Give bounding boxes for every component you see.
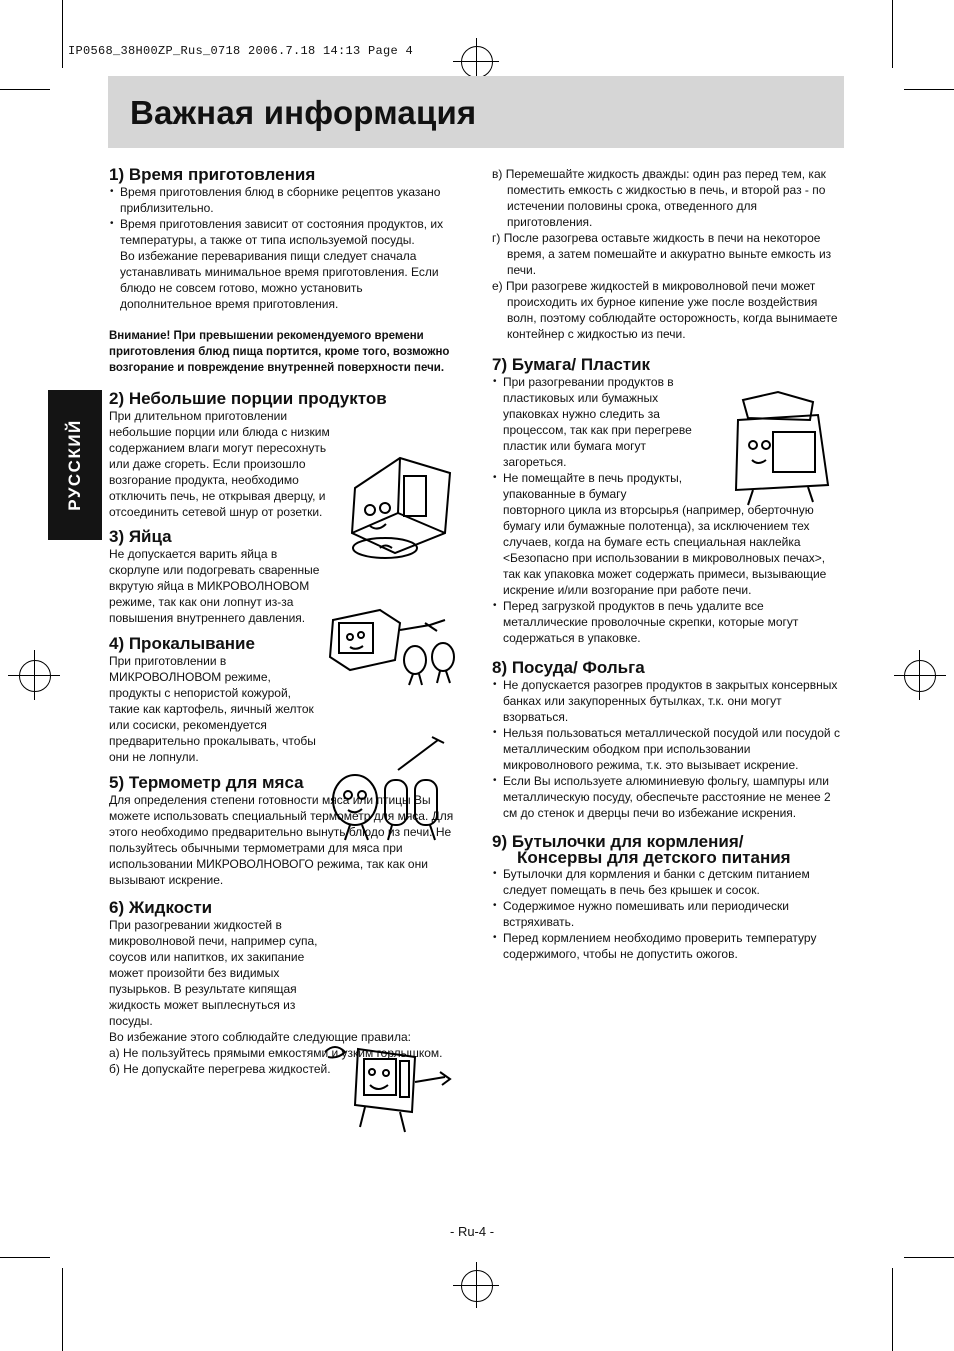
bullet-item: • Не допускается разогрев продуктов в закрытых консервных банках или закупоренных бутылках, т.к. они могут взорваться.: [492, 677, 842, 725]
bullet-item: • Перед кормлением необходимо проверить температуру содержимого, чтобы не допустить ожогов.: [492, 930, 842, 962]
crop-mark: [0, 89, 50, 90]
crop-mark: [892, 0, 893, 68]
bullet-text: повторного цикла из вторсырья (например, оберточную бумагу или бумажные полотенца), за исключением тех случаев, когда на бумаге есть специальная наклейка <Безопасно при использовании в микроволновых печах>, так как упаковка может содержать примеси, вызывающие искрение и/или возгорание при работе печи.: [503, 503, 827, 597]
section-heading: 1) Время приготовления: [109, 165, 316, 184]
list-item: е) При разогреве жидкостей в микроволновой печи может происходить их бурное кипение уже после воздействия волн, поэтому соблюдайте осторожность, когда вынимаете контейнер с жидкостью из печи.: [492, 279, 838, 341]
section-heading: 4) Прокалывание: [109, 634, 255, 653]
crop-mark: [62, 1268, 63, 1351]
page-number: - Ru-4 -: [450, 1224, 495, 1239]
list-item: б) Не допускайте перегрева жидкостей.: [109, 1062, 331, 1076]
warning-text: Внимание! При превышении рекомендуемого времени приготовления блюд пища портится, кроме того, возможно возгорание и повреждение внутренней поверхности печи.: [109, 330, 450, 374]
list-item: а) Не пользуйтесь прямыми емкостями и узким горлышком.: [109, 1046, 443, 1060]
section-heading: 8) Посуда/ Фольга: [492, 658, 645, 677]
right-column: [492, 166, 842, 962]
section-heading: 5) Термометр для мяса: [109, 773, 304, 792]
page-title: Важная информация: [130, 94, 477, 131]
paper-bag-microwave-illustration: [718, 390, 846, 510]
pierced-foods-illustration: [320, 735, 465, 845]
microwave-and-eggs-illustration: [325, 605, 465, 690]
paragraph: Не допускается варить яйца в скорлупе или подогревать сваренные вкрутую яйца в МИКРОВОЛНОВОМ режиме, так как они лопнут из-за повышения внутреннего давления.: [109, 547, 320, 625]
paragraph: При разогревании жидкостей в микроволновой печи, например супа, соусов или напитков, их закипание может произойти без видимых пузырьков. В результате кипящая жидкость может выплеснуться из посуды.: [109, 918, 318, 1028]
bullet-item: • Бутылочки для кормления и банки с детским питанием следует помещать в печь без крышек и сосок.: [492, 866, 842, 898]
bullet-item: • Нельзя пользоваться металлической посудой или посудой с металлическим ободком при использовании микроволнового режима, т.к. это вызывает искрение.: [492, 725, 842, 773]
crop-mark: [904, 1257, 954, 1258]
section-heading: 7) Бумага/ Пластик: [492, 355, 651, 374]
paragraph: Для определения степени готовности мяса или птицы Вы можете использовать специальный термометр для мяса. Для этого необходимо предварительно вынуть блюдо из печи. Не пользуйтесь обычными термометрами для мяса при использовании МИКРОВОЛНОВОГО режима, так как они вызывают искрение.: [109, 793, 454, 887]
bullet-item: • Время приготовления блюд в сборнике рецептов указано приблизительно.: [109, 184, 454, 216]
crop-mark: [904, 89, 954, 90]
paragraph: Во избежание переваривания пищи следует сначала устанавливать минимальное время приготовления. Если блюдо не совсем готово, можно установить дополнительное время приготовления.: [120, 249, 439, 311]
heading-line: 9) Бутылочки для кормления/: [492, 832, 744, 851]
list-item: в) Перемешайте жидкость дважды: один раз перед тем, как поместить емкость с жидкостью в печь, и второй раз - по истечении половины срока, отведенного для приготовления.: [492, 167, 826, 229]
crop-mark: [0, 1257, 50, 1258]
section-heading: 2) Небольшие порции продуктов: [109, 389, 387, 408]
bullet-item: • При разогревании продуктов в пластиковых или бумажных упаковках нужно следить за процессом, так как при перегреве пластик или бумага могут загореться.: [492, 374, 708, 470]
crop-mark: [62, 0, 63, 68]
paragraph: При длительном приготовлении небольшие порции или блюда с низким содержанием влаги могут пересохнуть или даже сгореть. Если произошло возгорание продукта, необходимо отключить печь, не открывая дверцу, и отсоединить сетевой шнур от розетки.: [109, 409, 330, 519]
microwave-with-plate-illustration: [340, 448, 460, 568]
paragraph: При приготовлении в МИКРОВОЛНОВОМ режиме, продукты с непористой кожурой, такие как картофель, яичный желток или сосиски, рекомендуется предварительно прокалывать, чтобы они не лопнули.: [109, 654, 316, 764]
crop-mark: [892, 1268, 893, 1351]
boiling-microwave-illustration: [320, 1037, 460, 1137]
print-header: IP0568_38H00ZP_Rus_0718 2006.7.18 14:13 Page 4: [68, 44, 414, 58]
bullet-item: • Если Вы используете алюминиевую фольгу, шампуры или металлическую посуду, обеспечьте расстояние не менее 2 см до стенок и дверцы печи во избежание искрения.: [492, 773, 842, 821]
section-heading: [492, 834, 842, 866]
title-band: [108, 76, 844, 148]
bullet-item: • Перед загрузкой продуктов в печь удалите все металлические проволочные скрепки, которые могут содержаться в упаковке.: [492, 598, 842, 646]
section-heading: 6) Жидкости: [109, 898, 213, 917]
bullet-item: • Время приготовления зависит от состояния продуктов, их температуры, а также от типа используемой посуды.: [109, 216, 454, 248]
section-heading: 3) Яйца: [109, 527, 172, 546]
language-tab-label: РУССКИЙ: [65, 419, 84, 511]
heading-line: Консервы для детского питания: [517, 848, 791, 867]
language-tab: [48, 390, 102, 540]
paragraph: Во избежание этого соблюдайте следующие правила:: [109, 1030, 411, 1044]
list-item: г) После разогрева оставьте жидкость в печи на некоторое время, а затем помешайте и аккуратно выньте емкость из печи.: [492, 231, 832, 277]
bullet-item: • Содержимое нужно помешивать или периодически встряхивать.: [492, 898, 842, 930]
bullet-text: • Не помещайте в печь продукты, упакованные в бумагу: [503, 471, 683, 501]
